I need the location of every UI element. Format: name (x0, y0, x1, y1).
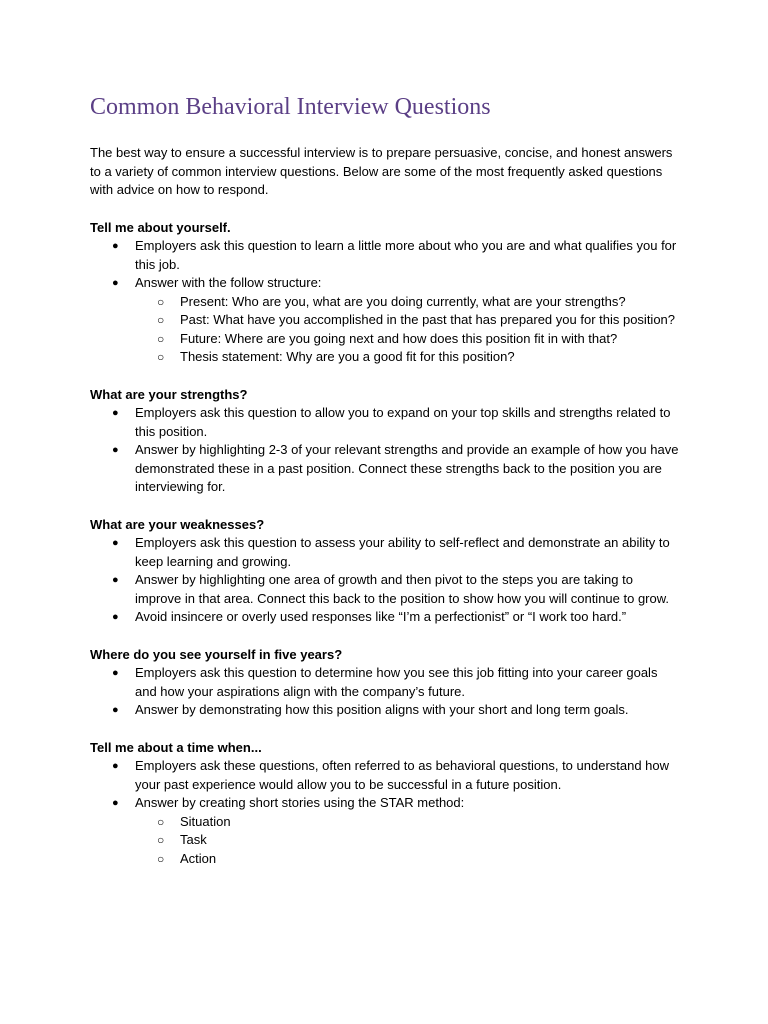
hollow-bullet-icon: ○ (157, 851, 165, 866)
list-item (90, 757, 680, 794)
section-five-years (90, 646, 680, 720)
list-item-text: Employers ask this question to determine how you see this job fitting into your career goals and how your aspirations align with the company’s future. (135, 665, 658, 699)
list-item (90, 441, 680, 497)
list-item (90, 608, 680, 627)
section-heading: What are your weaknesses? (90, 516, 265, 532)
list-item-text: Answer by highlighting one area of growth and then pivot to the steps you are taking to improve in that area. Connect this back to the position to show how you will continue to grow. (135, 572, 670, 606)
bullet-icon: ● (112, 240, 119, 252)
bullet-list (90, 757, 680, 868)
hollow-bullet-icon: ○ (157, 294, 165, 309)
section-tell-me-about-yourself (90, 219, 680, 367)
section-heading: Where do you see yourself in five years? (90, 646, 343, 662)
sub-list-item-text: Action (180, 850, 217, 866)
list-item-text: Answer by creating short stories using the STAR method: (135, 795, 465, 810)
bullet-icon: ● (112, 277, 119, 289)
list-item (90, 404, 680, 441)
list-item-text: Employers ask these questions, often referred to as behavioral questions, to understand how your past experience would allow you to be successful in a future position. (135, 758, 670, 792)
list-item-text: Answer by demonstrating how this position aligns with your short and long term goals. (135, 702, 629, 717)
list-item (90, 701, 680, 720)
bullet-icon: ● (112, 574, 119, 586)
hollow-bullet-icon: ○ (157, 814, 165, 829)
page-title: Common Behavioral Interview Questions (90, 94, 491, 120)
hollow-bullet-icon: ○ (157, 331, 165, 346)
bullet-icon: ● (112, 667, 119, 679)
bullet-list (90, 404, 680, 497)
sub-list-item-text: Present: Who are you, what are you doing currently, what are your strengths? (180, 293, 626, 309)
list-item (90, 534, 680, 571)
bullet-icon: ● (112, 611, 119, 623)
sub-list-item (135, 330, 680, 349)
section-strengths (90, 386, 680, 497)
section-heading: What are your strengths? (90, 386, 248, 402)
list-item (90, 237, 680, 274)
sub-list-item-text: Situation (180, 813, 231, 829)
section-heading: Tell me about a time when... (90, 739, 262, 755)
hollow-bullet-icon: ○ (157, 833, 165, 847)
list-item-text: Employers ask this question to learn a little more about who you are and what qualifies you for this job. (135, 238, 677, 272)
bullet-list (90, 664, 680, 720)
intro-paragraph: The best way to ensure a successful interview is to prepare persuasive, concise, and honest answers to a variety of common interview questions. Below are some of the most frequently asked questions with advice on how to respond. (90, 145, 673, 197)
bullet-icon: ● (112, 407, 119, 419)
hollow-bullet-icon: ○ (157, 313, 165, 327)
section-weaknesses (90, 516, 680, 627)
sub-list-item-text: Thesis statement: Why are you a good fit for this position? (180, 349, 515, 364)
list-item (90, 274, 680, 367)
sub-list-item-text: Past: What have you accomplished in the past that has prepared you for this position? (180, 312, 676, 327)
bullet-icon: ● (112, 537, 119, 549)
sub-list-item (135, 293, 680, 312)
sub-bullet-list (135, 293, 680, 367)
bullet-list (90, 237, 680, 367)
list-item-text: Employers ask this question to allow you to expand on your top skills and strengths related to this position. (135, 405, 671, 439)
sub-list-item-text: Task (180, 832, 207, 847)
list-item-text: Answer by highlighting 2-3 of your relevant strengths and provide an example of how you have demonstrated these in a past position. Connect these strengths back to the position you are interviewing for. (135, 442, 679, 494)
bullet-list (90, 534, 680, 627)
sub-list-item (135, 813, 680, 832)
list-item-text: Answer with the follow structure: (135, 275, 322, 290)
bullet-icon: ● (112, 444, 119, 456)
sub-list-item-text: Future: Where are you going next and how does this position fit in with that? (180, 330, 618, 346)
section-heading: Tell me about yourself. (90, 219, 231, 235)
list-item (90, 571, 680, 608)
list-item-text: Avoid insincere or overly used responses like “I’m a perfectionist” or “I work too hard.” (135, 609, 627, 624)
bullet-icon: ● (112, 797, 119, 809)
bullet-icon: ● (112, 760, 119, 772)
list-item (90, 794, 680, 868)
sub-list-item (135, 348, 680, 367)
section-tell-me-about-a-time (90, 739, 680, 869)
bullet-icon: ● (112, 704, 119, 716)
document-page (90, 92, 680, 868)
sub-list-item (135, 311, 680, 330)
list-item-text: Employers ask this question to assess your ability to self-reflect and demonstrate an ability to keep learning and growing. (135, 535, 670, 569)
list-item (90, 664, 680, 701)
sub-list-item (135, 850, 680, 869)
sub-list-item (135, 831, 680, 850)
sub-bullet-list (135, 813, 680, 869)
hollow-bullet-icon: ○ (157, 350, 165, 364)
